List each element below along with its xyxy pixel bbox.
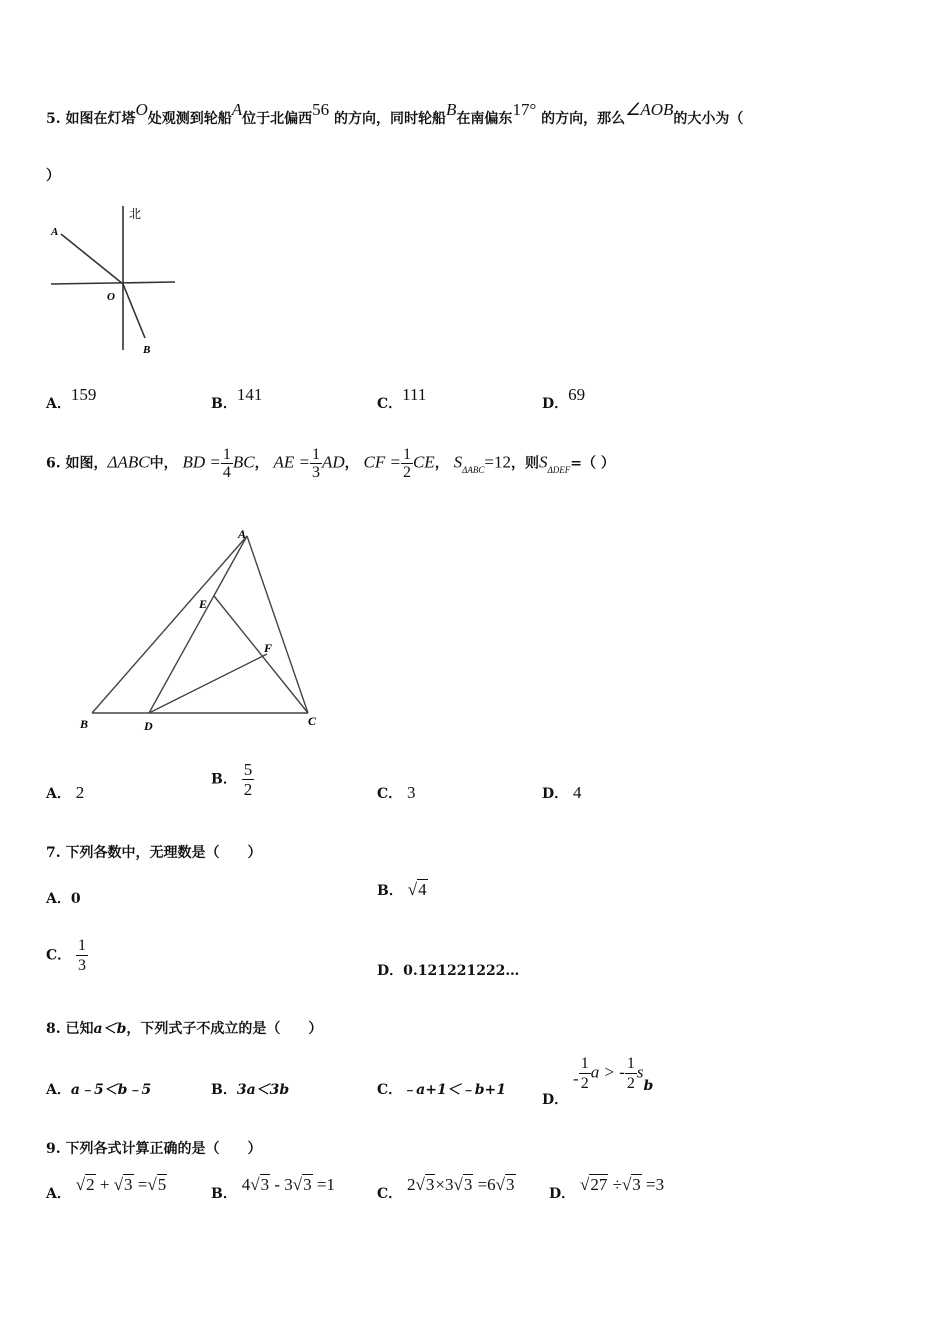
side-AB (92, 536, 247, 713)
label-C: C (308, 714, 317, 728)
q9-option-b[interactable]: B． 4√3 - 3√3 =1 (211, 1175, 335, 1202)
q7-option-b[interactable]: B． √4 (377, 880, 427, 899)
q8-option-d[interactable]: D． - $\frac{1}{2}$ a > - $\frac{1}{2}$ sb (542, 1055, 654, 1108)
side-AC (247, 536, 308, 713)
q8-option-c[interactable]: C．﹣a+1＜﹣b+1 (377, 1082, 506, 1098)
q5-option-a[interactable]: A．159 (46, 385, 97, 412)
q8-number: 8. (46, 1021, 61, 1037)
label-B: B (80, 717, 89, 731)
q9-number: 9. (46, 1141, 61, 1157)
q9-option-a[interactable]: A． √2 + √3 =√5 (46, 1175, 167, 1202)
q9-option-c[interactable]: C． 2√3×3√3 =6√3 (377, 1175, 515, 1202)
segment-EC (214, 596, 308, 713)
q8-stem: 8. 已知a＜b，下列式子不成立的是（ ） (46, 1021, 323, 1037)
label-O: O (107, 291, 115, 303)
q5-stem-close: ） (46, 168, 60, 184)
east-west-axis (51, 282, 175, 284)
q6-option-d[interactable]: D． 4 (542, 783, 582, 802)
label-E: E (199, 597, 208, 611)
q7-option-a[interactable]: A．0 (46, 891, 81, 907)
q7-number: 7. (46, 845, 61, 861)
q6-stem: 6. 如图，ΔABC中， BD = $\frac{1}{4}$ BC， AE = $\frac{1}{3}$ AD， CF = $\frac{1}{2}$ CE， $S_{\Delta ABC}=12$，则$S_{\Delta DEF}=$（ ） (46, 446, 615, 481)
q5-option-c[interactable]: C．111 (377, 385, 427, 412)
q8-option-b[interactable]: B．3a＜3b (211, 1082, 290, 1098)
q5-option-b[interactable]: B．141 (211, 385, 263, 412)
ray-OA (61, 234, 123, 284)
q7-option-d[interactable]: D．0.121221222… (377, 963, 520, 979)
label-A: A (238, 527, 247, 541)
q5-option-d[interactable]: D．69 (542, 385, 586, 412)
q6-figure (70, 520, 340, 740)
label-F: F (264, 641, 273, 655)
q7-option-c[interactable]: C． $\frac{1}{3}$ (46, 937, 87, 974)
segment-AD (149, 536, 247, 713)
label-D: D (144, 719, 153, 733)
q5-number: 5. (46, 111, 61, 127)
label-A: A (51, 226, 59, 238)
q6-option-a[interactable]: A． 2 (46, 783, 85, 802)
ray-OB (123, 284, 145, 338)
q9-stem: 9. 下列各式计算正确的是（ ） (46, 1141, 262, 1157)
q5-stem: 5. 如图在灯塔O处观测到轮船A位于北偏西56 的方向，同时轮船B在南偏东17° 的方向，那么∠AOB的大小为（ (46, 100, 744, 127)
label-B: B (143, 344, 151, 356)
q9-option-d[interactable]: D． √27 ÷√3 =3 (549, 1175, 665, 1202)
label-north: 北 (129, 207, 142, 221)
q6-option-c[interactable]: C． 3 (377, 783, 416, 802)
q7-stem: 7. 下列各数中，无理数是（ ） (46, 845, 262, 861)
q6-option-b[interactable]: B． $\frac{5}{2}$ (211, 760, 253, 799)
segment-DF (149, 654, 267, 713)
q5-figure (45, 200, 185, 360)
q6-number: 6. (46, 455, 61, 472)
q8-option-a[interactable]: A．a﹣5＜b﹣5 (46, 1082, 152, 1098)
